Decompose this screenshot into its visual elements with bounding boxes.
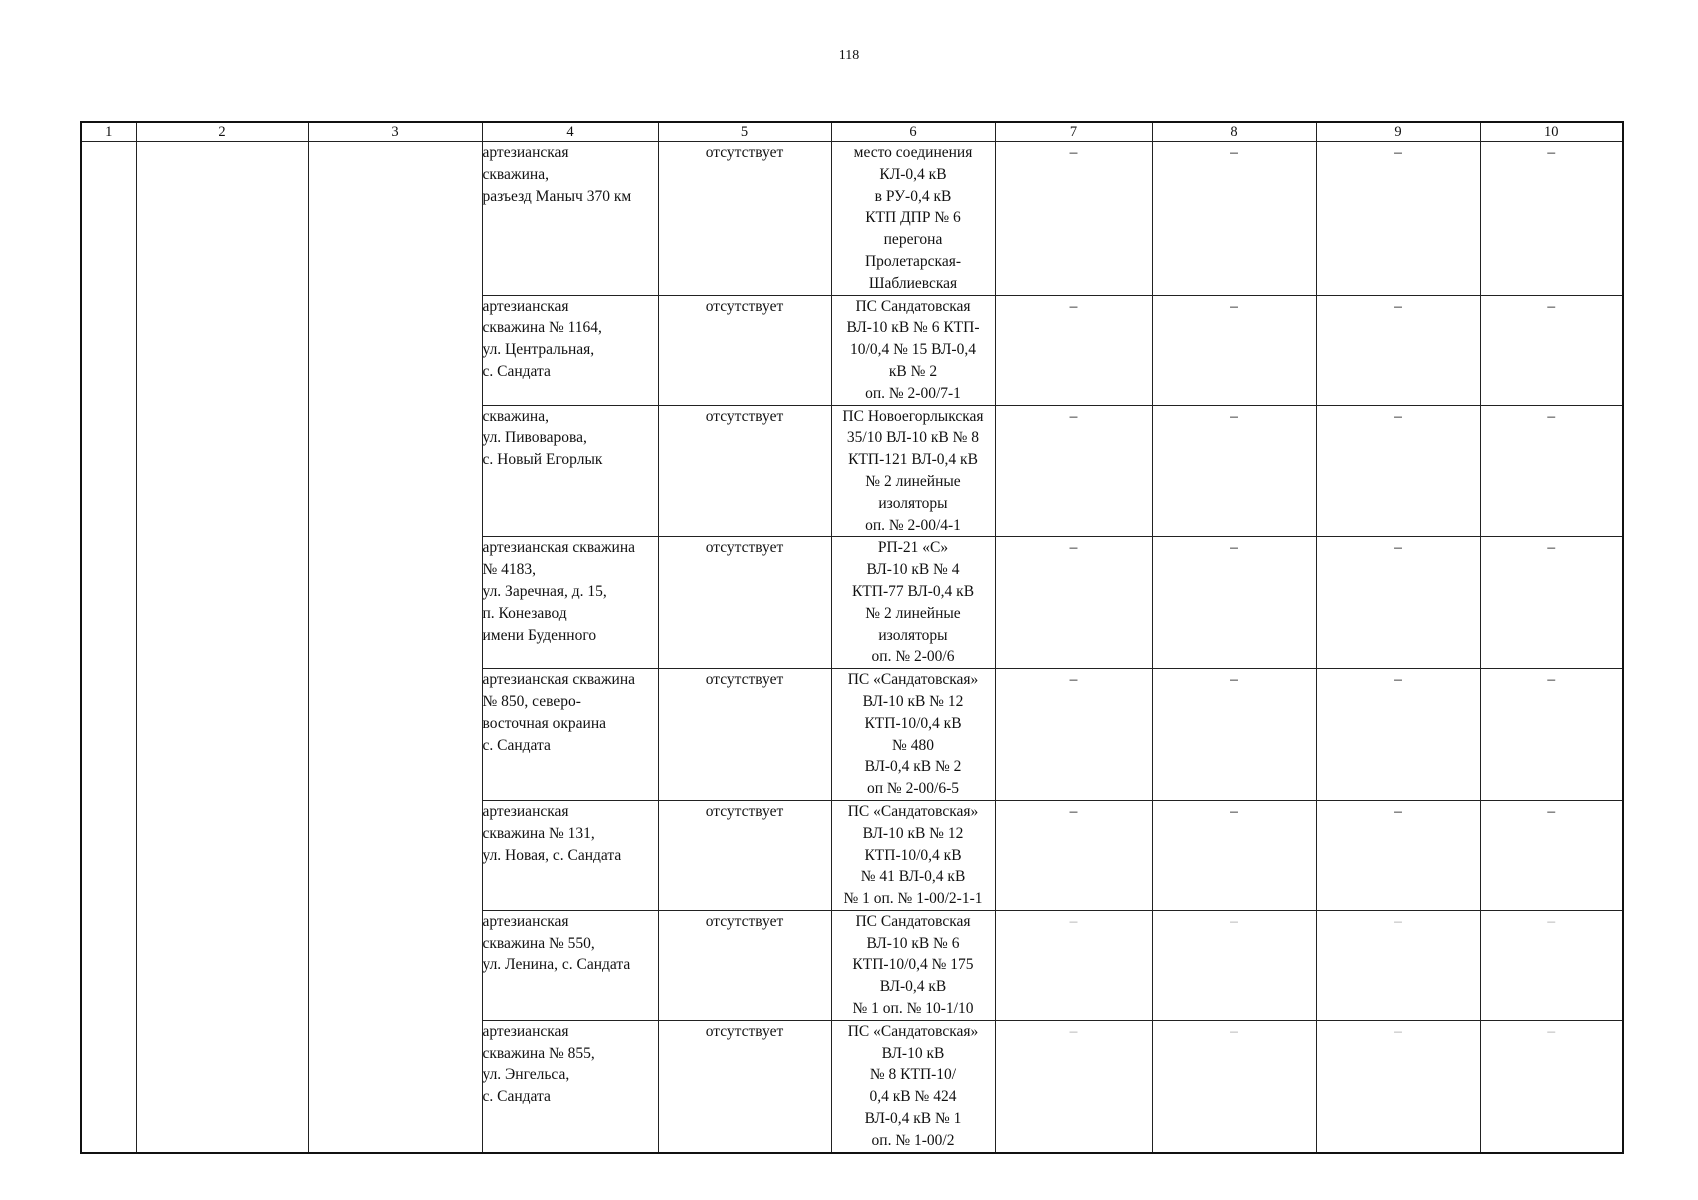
table-row [81, 669, 1623, 801]
object-line: скважина № 131, [482, 824, 595, 842]
table-row [81, 142, 1623, 296]
connection-line: № 480 [892, 736, 934, 754]
dash-cell-col8: – [1152, 800, 1316, 910]
object-line: артезианская скважина [482, 671, 636, 689]
connection-line: КТП-10/0,4 кВ [864, 846, 962, 864]
connection-line: ВЛ-0,4 кВ № 2 [864, 758, 962, 776]
dash-cell-col8: – [1152, 910, 1316, 1020]
dash-cell-col8: – [1152, 405, 1316, 537]
object-cell [482, 669, 658, 801]
connection-line: РП-21 «С» [877, 539, 949, 557]
object-line: № 4183, [482, 561, 537, 579]
dash-cell-col7: – [995, 800, 1152, 910]
object-cell [482, 295, 658, 405]
dash-cell-col10: – [1480, 537, 1623, 669]
status-cell: отсутствует [658, 669, 831, 801]
dash-cell-col9: – [1316, 669, 1480, 801]
connection-point-cell [831, 295, 995, 405]
connection-line: КТП-10/0,4 кВ [864, 714, 962, 732]
dash-cell-col7: – [995, 405, 1152, 537]
status-cell: отсутствует [658, 537, 831, 669]
data-table [80, 121, 1624, 1154]
dash-cell-col8: – [1152, 1020, 1316, 1152]
connection-line: ПС Новоегорлыкская [842, 407, 984, 425]
connection-line: № 2 линейные [865, 472, 961, 490]
connection-line: ВЛ-10 кВ № 6 КТП- [846, 319, 980, 337]
connection-line: КТП ДПР № 6 [865, 209, 961, 227]
dash-cell-col7: – [995, 669, 1152, 801]
object-line: ул. Центральная, [482, 341, 595, 359]
empty-cell-col2 [136, 910, 308, 1020]
status-cell: отсутствует [658, 910, 831, 1020]
object-line: с. Новый Егорлык [482, 451, 603, 469]
empty-cell-col1 [81, 295, 136, 405]
object-line: ул. Пивоварова, [482, 429, 587, 447]
connection-line: ВЛ-0,4 кВ [879, 978, 947, 996]
connection-line: ВЛ-0,4 кВ № 1 [864, 1110, 962, 1128]
connection-line: КЛ-0,4 кВ [879, 165, 947, 183]
empty-cell-col2 [136, 537, 308, 669]
connection-point-cell [831, 669, 995, 801]
dash-cell-col10: – [1480, 295, 1623, 405]
dash-cell-col7: – [995, 295, 1152, 405]
empty-cell-col3 [308, 669, 482, 801]
object-line: с. Сандата [482, 362, 551, 380]
object-line: скважина № 855, [482, 1044, 595, 1062]
object-line: с. Сандата [482, 1088, 551, 1106]
object-line: п. Конезавод [482, 604, 567, 622]
connection-point-cell [831, 142, 995, 296]
connection-line: КТП-77 ВЛ-0,4 кВ [851, 582, 975, 600]
status-cell: отсутствует [658, 405, 831, 537]
table-row [81, 295, 1623, 405]
object-cell [482, 537, 658, 669]
empty-cell-col3 [308, 142, 482, 296]
dash-cell-col9: – [1316, 537, 1480, 669]
header-cell-3: 3 [308, 122, 482, 142]
connection-line: 35/10 ВЛ-10 кВ № 8 [846, 429, 980, 447]
connection-line: ПС «Сандатовская» [847, 802, 979, 820]
status-cell: отсутствует [658, 142, 831, 296]
connection-point-cell [831, 405, 995, 537]
object-line: разъезд Маныч 370 км [482, 187, 632, 205]
object-cell [482, 1020, 658, 1152]
connection-point-cell [831, 1020, 995, 1152]
object-line: ул. Новая, с. Сандата [482, 846, 622, 864]
connection-line: оп. № 1-00/2 [871, 1131, 955, 1149]
table-row [81, 537, 1623, 669]
dash-cell-col9: – [1316, 142, 1480, 296]
connection-line: № 1 оп. № 10-1/10 [852, 1000, 974, 1018]
dash-cell-col7: – [995, 910, 1152, 1020]
empty-cell-col1 [81, 1020, 136, 1152]
connection-line: оп. № 2-00/4-1 [865, 516, 961, 534]
table-row [81, 405, 1623, 537]
dash-cell-col9: – [1316, 295, 1480, 405]
table-row [81, 1020, 1623, 1152]
dash-cell-col7: – [995, 537, 1152, 669]
empty-cell-col3 [308, 295, 482, 405]
connection-line: КТП-121 ВЛ-0,4 кВ [848, 451, 978, 469]
connection-line: № 41 ВЛ-0,4 кВ [860, 868, 966, 886]
dash-cell-col9: – [1316, 405, 1480, 537]
connection-line: 10/0,4 № 15 ВЛ-0,4 [850, 341, 976, 359]
empty-cell-col2 [136, 1020, 308, 1152]
table-row [81, 800, 1623, 910]
empty-cell-col3 [308, 537, 482, 669]
connection-point-cell [831, 537, 995, 669]
dash-cell-col9: – [1316, 1020, 1480, 1152]
object-cell [482, 405, 658, 537]
connection-line: № 8 КТП-10/ [869, 1066, 957, 1084]
empty-cell-col2 [136, 800, 308, 910]
connection-line: изоляторы [878, 626, 948, 644]
object-line: скважина, [482, 165, 549, 183]
empty-cell-col1 [81, 910, 136, 1020]
dash-cell-col9: – [1316, 910, 1480, 1020]
connection-line: КТП-10/0,4 № 175 [852, 956, 974, 974]
header-cell-7: 7 [995, 122, 1152, 142]
dash-cell-col8: – [1152, 295, 1316, 405]
page-number: 118 [838, 48, 860, 63]
object-line: артезианская [482, 912, 569, 930]
empty-cell-col2 [136, 669, 308, 801]
connection-line: ВЛ-10 кВ № 12 [862, 824, 964, 842]
empty-cell-col1 [81, 405, 136, 537]
header-cell-9: 9 [1316, 122, 1480, 142]
dash-cell-col9: – [1316, 800, 1480, 910]
object-line: ул. Заречная, д. 15, [482, 582, 607, 600]
empty-cell-col3 [308, 405, 482, 537]
header-cell-1: 1 [81, 122, 136, 142]
header-cell-10: 10 [1480, 122, 1623, 142]
connection-line: Шаблиевская [868, 274, 958, 292]
connection-line: ВЛ-10 кВ [881, 1044, 945, 1062]
connection-line: ПС Сандатовская [855, 912, 971, 930]
dash-cell-col10: – [1480, 669, 1623, 801]
dash-cell-col7: – [995, 142, 1152, 296]
object-cell [482, 800, 658, 910]
connection-line: № 2 линейные [865, 604, 961, 622]
connection-line: № 1 оп. № 1-00/2-1-1 [843, 890, 983, 908]
connection-line: ВЛ-10 кВ № 4 [866, 561, 960, 579]
object-line: скважина, [482, 407, 549, 425]
empty-cell-col1 [81, 142, 136, 296]
header-cell-4: 4 [482, 122, 658, 142]
object-line: ул. Энгельса, [482, 1066, 570, 1084]
connection-line: ВЛ-10 кВ № 12 [862, 692, 964, 710]
connection-line: Пролетарская- [864, 252, 962, 270]
connection-line: оп. № 2-00/6 [871, 648, 955, 666]
status-cell: отсутствует [658, 1020, 831, 1152]
empty-cell-col1 [81, 537, 136, 669]
connection-line: ПС «Сандатовская» [847, 1022, 979, 1040]
header-row [81, 122, 1623, 142]
object-cell [482, 910, 658, 1020]
dash-cell-col10: – [1480, 800, 1623, 910]
connection-line: 0,4 кВ № 424 [869, 1088, 957, 1106]
connection-point-cell [831, 910, 995, 1020]
empty-cell-col2 [136, 142, 308, 296]
object-line: артезианская [482, 1022, 569, 1040]
connection-line: место соединения [853, 144, 973, 161]
header-cell-8: 8 [1152, 122, 1316, 142]
object-line: артезианская [482, 144, 569, 161]
empty-cell-col3 [308, 800, 482, 910]
dash-cell-col10: – [1480, 405, 1623, 537]
empty-cell-col1 [81, 800, 136, 910]
object-line: с. Сандата [482, 736, 551, 754]
connection-line: ВЛ-10 кВ № 6 [866, 934, 960, 952]
connection-line: ПС Сандатовская [855, 297, 971, 315]
status-cell: отсутствует [658, 800, 831, 910]
header-cell-5: 5 [658, 122, 831, 142]
object-line: ул. Ленина, с. Сандата [482, 956, 631, 974]
connection-line: кВ № 2 [888, 362, 938, 380]
object-line: скважина № 550, [482, 934, 595, 952]
header-cell-6: 6 [831, 122, 995, 142]
connection-point-cell [831, 800, 995, 910]
empty-cell-col1 [81, 669, 136, 801]
empty-cell-col3 [308, 1020, 482, 1152]
dash-cell-col10: – [1480, 910, 1623, 1020]
object-line: имени Буденного [482, 626, 597, 644]
empty-cell-col3 [308, 910, 482, 1020]
connection-line: в РУ-0,4 кВ [874, 187, 952, 205]
table-row [81, 910, 1623, 1020]
object-cell [482, 142, 658, 296]
object-line: восточная окраина [482, 714, 607, 732]
connection-line: изоляторы [878, 494, 948, 512]
empty-cell-col2 [136, 405, 308, 537]
connection-line: ПС «Сандатовская» [847, 671, 979, 689]
dash-cell-col10: – [1480, 1020, 1623, 1152]
object-line: артезианская [482, 297, 569, 315]
object-line: скважина № 1164, [482, 319, 602, 337]
header-cell-2: 2 [136, 122, 308, 142]
empty-cell-col2 [136, 295, 308, 405]
dash-cell-col7: – [995, 1020, 1152, 1152]
dash-cell-col8: – [1152, 537, 1316, 669]
dash-cell-col10: – [1480, 142, 1623, 296]
status-cell: отсутствует [658, 295, 831, 405]
connection-line: оп. № 2-00/7-1 [865, 384, 961, 402]
object-line: артезианская скважина [482, 539, 636, 557]
dash-cell-col8: – [1152, 669, 1316, 801]
dash-cell-col8: – [1152, 142, 1316, 296]
object-line: № 850, северо- [482, 692, 581, 710]
connection-line: оп № 2-00/6-5 [867, 780, 959, 798]
connection-line: перегона [883, 231, 943, 249]
object-line: артезианская [482, 802, 569, 820]
